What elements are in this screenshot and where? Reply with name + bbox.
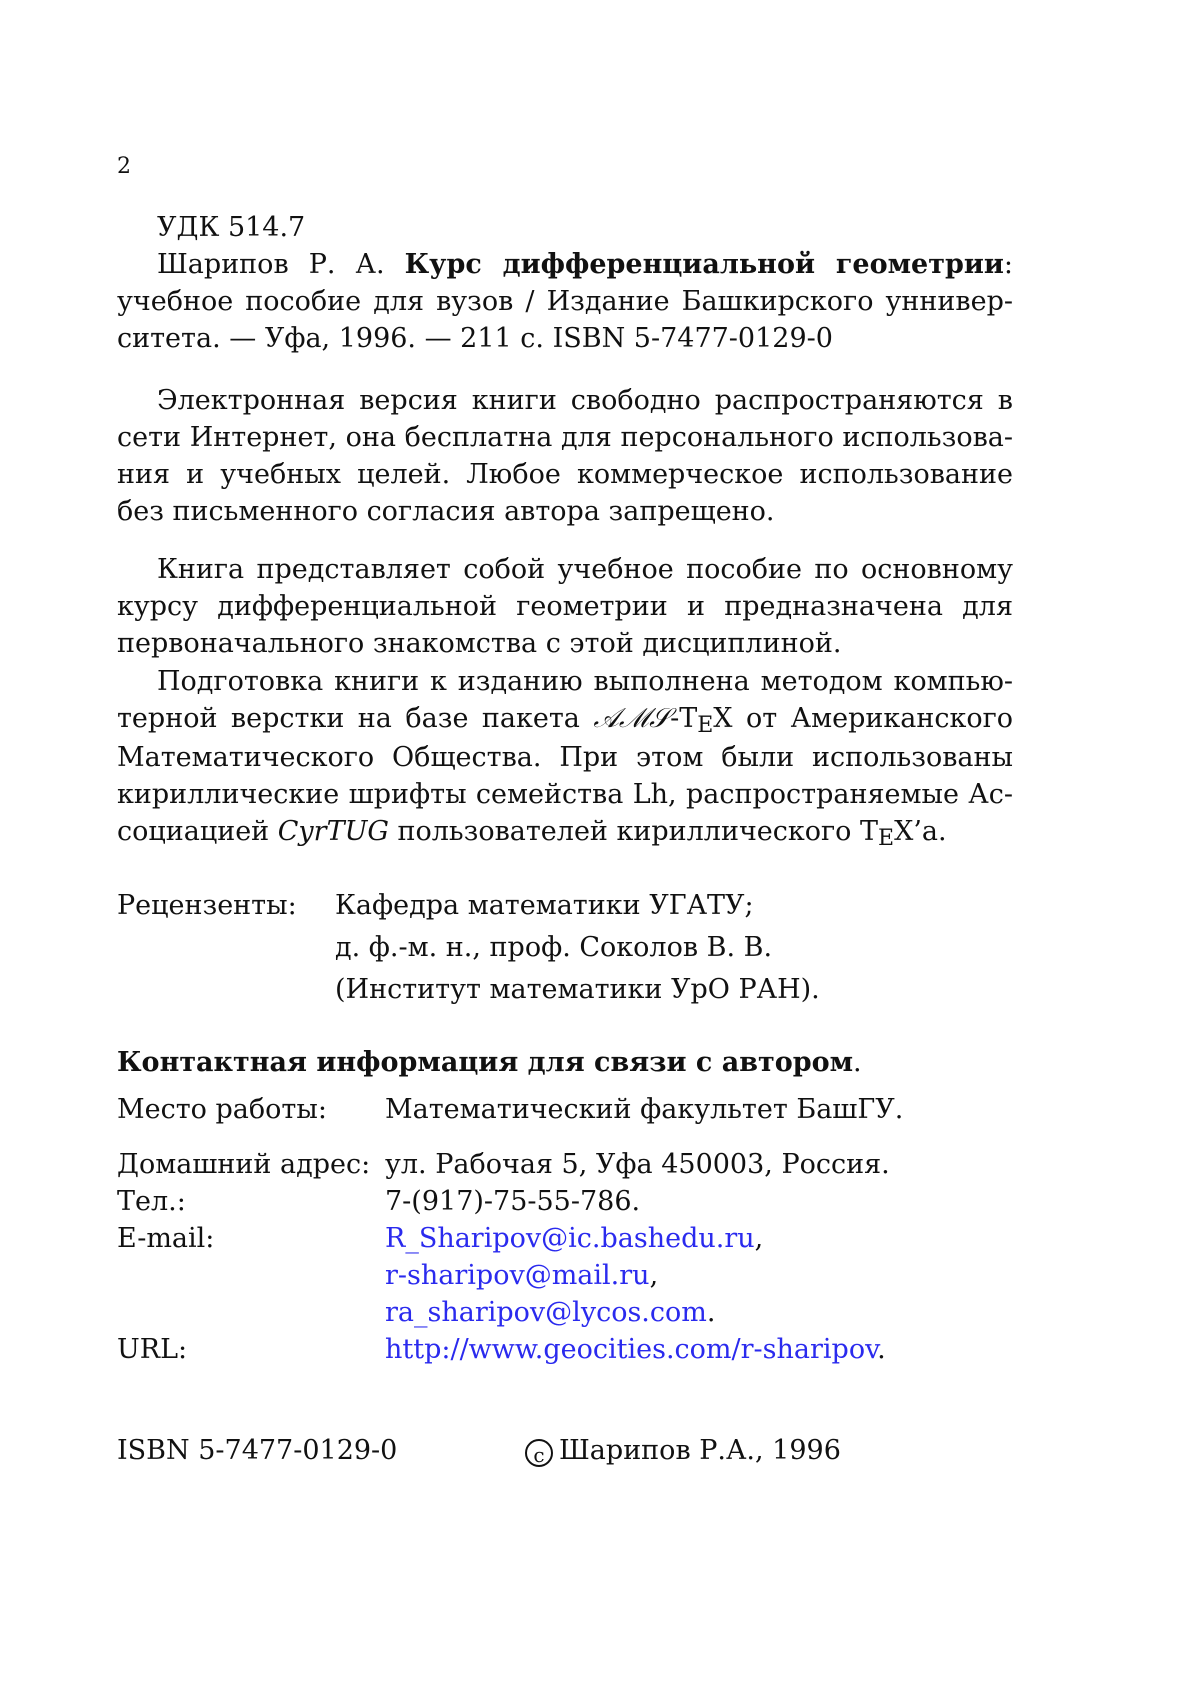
tex-logo-2: [860, 816, 914, 851]
email-row: [117, 1220, 1013, 1331]
book-note-text: Книга представляет собой учебное пособие по основному курсу дифференциальной геометрии и предназначена для первоначального знакомства с этой дисциплиной.: [117, 554, 1013, 659]
ams-logo: 𝒜ℳ𝒮: [593, 703, 671, 734]
page-number: 2: [117, 154, 131, 179]
prep-text-1: Подготовка книги к изданию выполнена методом компьютерной верстки на базе пакета: [117, 666, 1013, 734]
reviewers-row: [117, 885, 1013, 1011]
reviewer-line: д. ф.-м. н., проф. Соколов В. В.: [335, 932, 773, 963]
bibliographic-block: [117, 209, 1013, 357]
phone-value: 7-(917)-75-55-786.: [385, 1186, 641, 1217]
email-link[interactable]: R_Sharipov@ic.bashedu.ru: [385, 1223, 755, 1254]
address-value: ул. Рабочая 5, Уфа 450003, Россия.: [385, 1149, 890, 1180]
email-label: E-mail:: [117, 1223, 215, 1254]
contact-title-text: Контактная информация для связи с автором: [117, 1047, 854, 1078]
reviewer-line: (Институт математики УрО РАН).: [335, 974, 820, 1005]
tex-logo-e: E: [697, 713, 714, 738]
tex-logo-2-x: X: [894, 816, 914, 847]
work-value: Математический факультет БашГУ.: [385, 1094, 904, 1125]
book-description: [117, 551, 1013, 662]
tex-logo-2-e: E: [878, 826, 895, 851]
contact-title-dot: .: [853, 1047, 862, 1078]
work-row: [117, 1091, 1013, 1128]
reviewers-label: Рецензенты:: [117, 890, 297, 921]
prep-text-3: пользователей кириллического: [388, 816, 861, 847]
email-list: [385, 1220, 1013, 1331]
email-item: [385, 1294, 1013, 1331]
email-suffix: .: [706, 1297, 716, 1328]
work-label: Место работы:: [117, 1094, 327, 1125]
electronic-version-note: [117, 382, 1013, 530]
contact-info: [117, 1091, 1013, 1368]
reviewers-block: [117, 885, 1013, 1011]
preparation-note: [117, 663, 1013, 852]
email-suffix: ,: [754, 1223, 764, 1254]
prep-note-text: [117, 663, 1013, 852]
address-row: [117, 1146, 1013, 1183]
url-suffix: .: [877, 1334, 886, 1365]
url-value: [385, 1331, 1013, 1368]
address-label: Домашний адрес:: [117, 1149, 371, 1180]
email-link[interactable]: ra_sharipov@lycos.com: [385, 1297, 707, 1328]
cyrtug-name: CyrTUG: [277, 816, 389, 847]
contact-title: [117, 1044, 862, 1081]
url-link[interactable]: http://www.geocities.com/r-sharipov: [385, 1334, 878, 1365]
email-item: [385, 1220, 1013, 1257]
electronic-note-text: Электронная версия книги свободно распространяются в сети Интернет, она бесплатна для персонального использования и учебных целей. Любое коммерческое использование без письменного согласия автора запрещено.: [117, 385, 1013, 527]
phone-row: [117, 1183, 1013, 1220]
email-item: [385, 1257, 1013, 1294]
tex-logo-x: X: [713, 703, 733, 734]
bibliographic-description: [117, 246, 1013, 357]
prep-text-4: ’а.: [913, 816, 947, 847]
phone-label: Тел.:: [117, 1186, 186, 1217]
tex-logo: [679, 703, 733, 738]
tex-logo-t: T: [679, 703, 698, 734]
footer-copyright: [525, 1432, 841, 1469]
tex-logo-2-t: T: [860, 816, 879, 847]
url-label: URL:: [117, 1334, 188, 1365]
reviewers-list: [335, 885, 1013, 1011]
tex-dash: -: [670, 703, 680, 734]
reviewer-line: Кафедра математики УГАТУ;: [335, 890, 754, 921]
udk-line: УДК 514.7: [157, 212, 306, 243]
copyright-text: Шарипов Р.А., 1996: [559, 1435, 841, 1466]
biblio-author: Шарипов Р. А.: [157, 249, 385, 280]
email-link[interactable]: r-sharipov@mail.ru: [385, 1260, 650, 1291]
email-suffix: ,: [649, 1260, 659, 1291]
url-row: [117, 1331, 1013, 1368]
footer-isbn: ISBN 5-7477-0129-0: [117, 1435, 398, 1466]
biblio-title: Курс дифференциальной геометрии: [404, 249, 1004, 280]
copyright-icon: c: [525, 1439, 553, 1467]
biblio-details: : учебное пособие для вузов / Издание Башкирского унниверситета. — Уфа, 1996. — 211 с. ISBN 5-7477-0129-0: [117, 249, 1013, 354]
prep-text-2: от Американского Математического Общества. При этом были использованы кириллические шрифты семейства Lh, распространяемые Ассоциацией: [117, 703, 1014, 847]
